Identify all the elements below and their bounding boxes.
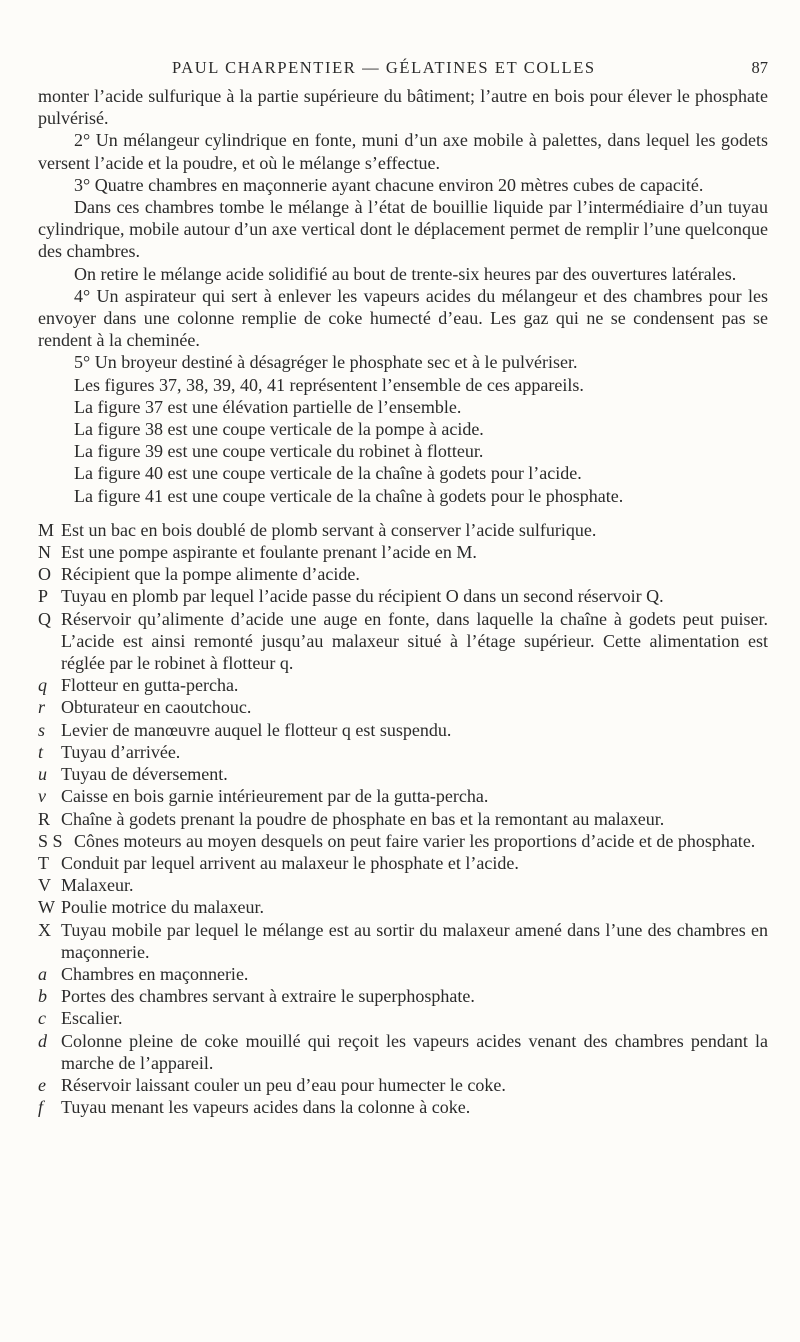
legend-description: Cônes moteurs au moyen desquels on peut faire varier les proportions d’acide et de phosphate. — [74, 830, 756, 851]
legend-entry — [38, 563, 768, 585]
legend-entry — [38, 741, 768, 763]
legend-description: Tuyau menant les vapeurs acides dans la colonne à coke. — [61, 1097, 471, 1118]
legend-description: Conduit par lequel arrivent au malaxeur le phosphate et l’acide. — [61, 852, 519, 873]
legend-entry — [38, 719, 768, 741]
legend-entry — [38, 1030, 768, 1074]
legend-key: T — [38, 852, 49, 873]
legend-key: u — [38, 764, 47, 785]
legend-entry — [38, 608, 768, 675]
legend-description: Escalier. — [61, 1008, 123, 1029]
legend-entry — [38, 963, 768, 985]
legend-key: f — [38, 1097, 44, 1118]
legend-description: Poulie motrice du malaxeur. — [61, 897, 264, 918]
body-paragraph: La figure 40 est une coupe verticale de la chaîne à godets pour l’acide. — [74, 463, 582, 484]
body-paragraph: La figure 37 est une élévation partielle de l’ensemble. — [74, 396, 462, 417]
legend-description: Réservoir qu’alimente d’acide une auge en fonte, dans laquelle la chaîne à godets peut puiser. L’acide est ainsi remonté jusqu’au malaxeur situé à l’étage supérieur. Cette alimentation est réglée par le robinet à flotteur q. — [61, 608, 768, 674]
legend-description: Tuyau d’arrivée. — [61, 741, 181, 762]
legend-entry — [38, 674, 768, 696]
legend-description: Malaxeur. — [61, 875, 134, 896]
body-paragraph: Dans ces chambres tombe le mélange à l’état de bouillie liquide par l’intermédiaire d’un tuyau cylindrique, mobile autour d’un axe vertical dont le déplacement permet de remplir l’une quelconque des chambres. — [38, 197, 768, 262]
body-paragraph: On retire le mélange acide solidifié au bout de trente-six heures par des ouvertures latérales. — [74, 263, 737, 284]
body-paragraph: La figure 41 est une coupe verticale de la chaîne à godets pour le phosphate. — [74, 485, 624, 506]
legend-entry — [38, 985, 768, 1007]
legend-key: s — [38, 719, 46, 740]
body-paragraphs — [38, 85, 768, 507]
running-title: PAUL CHARPENTIER — GÉLATINES ET COLLES — [172, 58, 596, 77]
body-paragraph: 2° Un mélangeur cylindrique en fonte, muni d’un axe mobile à palettes, dans lequel les godets versent l’acide et la poudre, et où le mélange s’effectue. — [38, 130, 768, 173]
legend-entry — [38, 696, 768, 718]
legend-key: c — [38, 1008, 46, 1029]
legend-entry — [38, 1007, 768, 1029]
page-body — [38, 85, 768, 1118]
legend-description: Obturateur en caoutchouc. — [61, 697, 252, 718]
body-paragraph: La figure 38 est une coupe verticale de la pompe à acide. — [74, 419, 484, 440]
legend-key: W — [38, 897, 55, 918]
legend-key: R — [38, 808, 51, 829]
legend-key: Q — [38, 608, 51, 629]
legend-key: v — [38, 786, 46, 807]
legend-entry — [38, 852, 768, 874]
legend-description: Chambres en maçonnerie. — [61, 963, 249, 984]
legend-entry — [38, 919, 768, 963]
legend-description: Récipient que la pompe alimente d’acide. — [61, 564, 360, 585]
page-number: 87 — [751, 58, 768, 77]
figure-legend — [38, 519, 768, 1118]
legend-key: M — [38, 519, 55, 540]
legend-key: b — [38, 986, 47, 1007]
legend-key: a — [38, 963, 47, 984]
legend-entry — [38, 808, 768, 830]
legend-description: Levier de manœuvre auquel le flotteur q est suspendu. — [61, 719, 452, 740]
legend-entry — [38, 896, 768, 918]
running-head — [38, 58, 768, 82]
legend-key: O — [38, 564, 51, 585]
legend-description: Caisse en bois garnie intérieurement par de la gutta-percha. — [61, 786, 489, 807]
body-paragraph: La figure 39 est une coupe verticale du robinet à flotteur. — [74, 441, 484, 462]
body-paragraph: Les figures 37, 38, 39, 40, 41 représentent l’ensemble de ces appareils. — [74, 374, 584, 395]
legend-description: Réservoir laissant couler un peu d’eau pour humecter le coke. — [61, 1074, 506, 1095]
legend-key: r — [38, 697, 46, 718]
legend-entry — [38, 519, 768, 541]
legend-description: Tuyau mobile par lequel le mélange est au sortir du malaxeur amené dans l’une des chambres en maçonnerie. — [61, 919, 768, 962]
legend-description: Est une pompe aspirante et foulante prenant l’acide en M. — [61, 542, 477, 563]
legend-description: Tuyau de déversement. — [61, 764, 228, 785]
legend-key: V — [38, 875, 51, 896]
legend-entry — [38, 874, 768, 896]
legend-description: Colonne pleine de coke mouillé qui reçoit les vapeurs acides venant des chambres pendant la marche de l’appareil. — [61, 1030, 768, 1073]
legend-key: t — [38, 741, 44, 762]
legend-key: q — [38, 675, 47, 696]
legend-entry — [38, 541, 768, 563]
legend-key: X — [38, 919, 51, 940]
legend-key: S S — [38, 830, 63, 851]
legend-entry — [38, 763, 768, 785]
legend-entry — [38, 785, 768, 807]
legend-entry — [38, 1074, 768, 1096]
legend-description: Chaîne à godets prenant la poudre de phosphate en bas et la remontant au malaxeur. — [61, 808, 665, 829]
legend-entry — [38, 1096, 768, 1118]
legend-description: Flotteur en gutta-percha. — [61, 675, 239, 696]
legend-description: Tuyau en plomb par lequel l’acide passe du récipient O dans un second réservoir Q. — [61, 586, 664, 607]
legend-description: Portes des chambres servant à extraire le superphosphate. — [61, 986, 475, 1007]
legend-entry — [38, 830, 768, 852]
legend-key: e — [38, 1074, 46, 1095]
legend-key: N — [38, 542, 51, 563]
legend-key: P — [38, 586, 49, 607]
body-paragraph: 5° Un broyeur destiné à désagréger le phosphate sec et à le pulvériser. — [74, 352, 578, 373]
legend-entry — [38, 585, 768, 607]
body-paragraph: 3° Quatre chambres en maçonnerie ayant chacune environ 20 mètres cubes de capacité. — [74, 174, 704, 195]
legend-description: Est un bac en bois doublé de plomb servant à conserver l’acide sulfurique. — [61, 519, 597, 540]
body-paragraph: monter l’acide sulfurique à la partie supérieure du bâtiment; l’autre en bois pour élever le phosphate pulvérisé. — [38, 86, 768, 129]
legend-key: d — [38, 1030, 47, 1051]
body-paragraph: 4° Un aspirateur qui sert à enlever les vapeurs acides du mélangeur et des chambres pour les envoyer dans une colonne remplie de coke humecté d’eau. Les gaz qui ne se condensent pas se rendent à la cheminée. — [38, 285, 768, 351]
